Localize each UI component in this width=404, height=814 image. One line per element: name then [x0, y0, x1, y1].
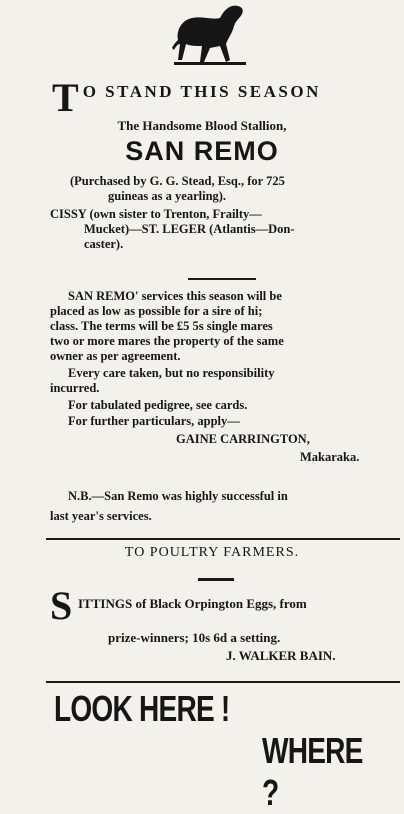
eggs-line-1: ITTINGS of Black Orpington Eggs, from: [78, 596, 307, 611]
nb-line-2: last year's services.: [50, 509, 152, 523]
pedigree-line-2: Mucket)—ST. LEGER (Atlantis—Don-: [84, 222, 295, 236]
section-rule: [46, 681, 400, 683]
care-line-2: incurred.: [50, 381, 100, 395]
heading-initial: T: [52, 75, 79, 120]
eggs-initial-letter: S: [50, 583, 73, 628]
look-here: LOOK HERE !: [54, 688, 230, 729]
particulars: For further particulars, apply—: [68, 414, 240, 428]
nb-line-1: N.B.—San Remo was highly successful in: [68, 489, 288, 503]
pedigree-cards: For tabulated pedigree, see cards.: [68, 398, 248, 412]
body-line: two or more mares the property of the same: [50, 334, 284, 348]
section-rule: [46, 538, 400, 540]
care-line-1: Every care taken, but no responsibility: [68, 366, 275, 380]
purchase-line-2: guineas as a yearling).: [108, 189, 227, 203]
horse-name: SAN REMO: [125, 136, 279, 166]
seller-name: J. WALKER BAIN.: [226, 648, 336, 663]
purchase-line-1: (Purchased by G. G. Stead, Esq., for 725: [70, 174, 285, 188]
subheading: The Handsome Blood Stallion,: [117, 118, 287, 133]
pedigree-line-3: caster).: [84, 237, 124, 251]
divider: [198, 578, 234, 581]
where: WHERE ?: [262, 730, 363, 813]
contact-place: Makaraka.: [300, 450, 360, 464]
ad-heading: [52, 75, 402, 120]
body-line: SAN REMO' services this season will be: [68, 289, 282, 303]
eggs-line-2: prize-winners; 10s 6d a setting.: [108, 630, 281, 645]
body-line: placed as low as possible for a sire of hi;: [50, 304, 263, 318]
body-line: owner as per agreement.: [50, 349, 181, 363]
divider: [188, 278, 256, 280]
contact-name: GAINE CARRINGTON,: [176, 432, 310, 446]
body-line: class. The terms will be £5 5s single mares: [50, 319, 273, 333]
poultry-heading: TO POULTRY FARMERS.: [124, 545, 300, 560]
heading-text: O STAND THIS SEASON: [82, 82, 321, 101]
horse-illustration: [168, 0, 258, 72]
pedigree-line-1: CISSY (own sister to Trenton, Frailty—: [50, 207, 262, 221]
